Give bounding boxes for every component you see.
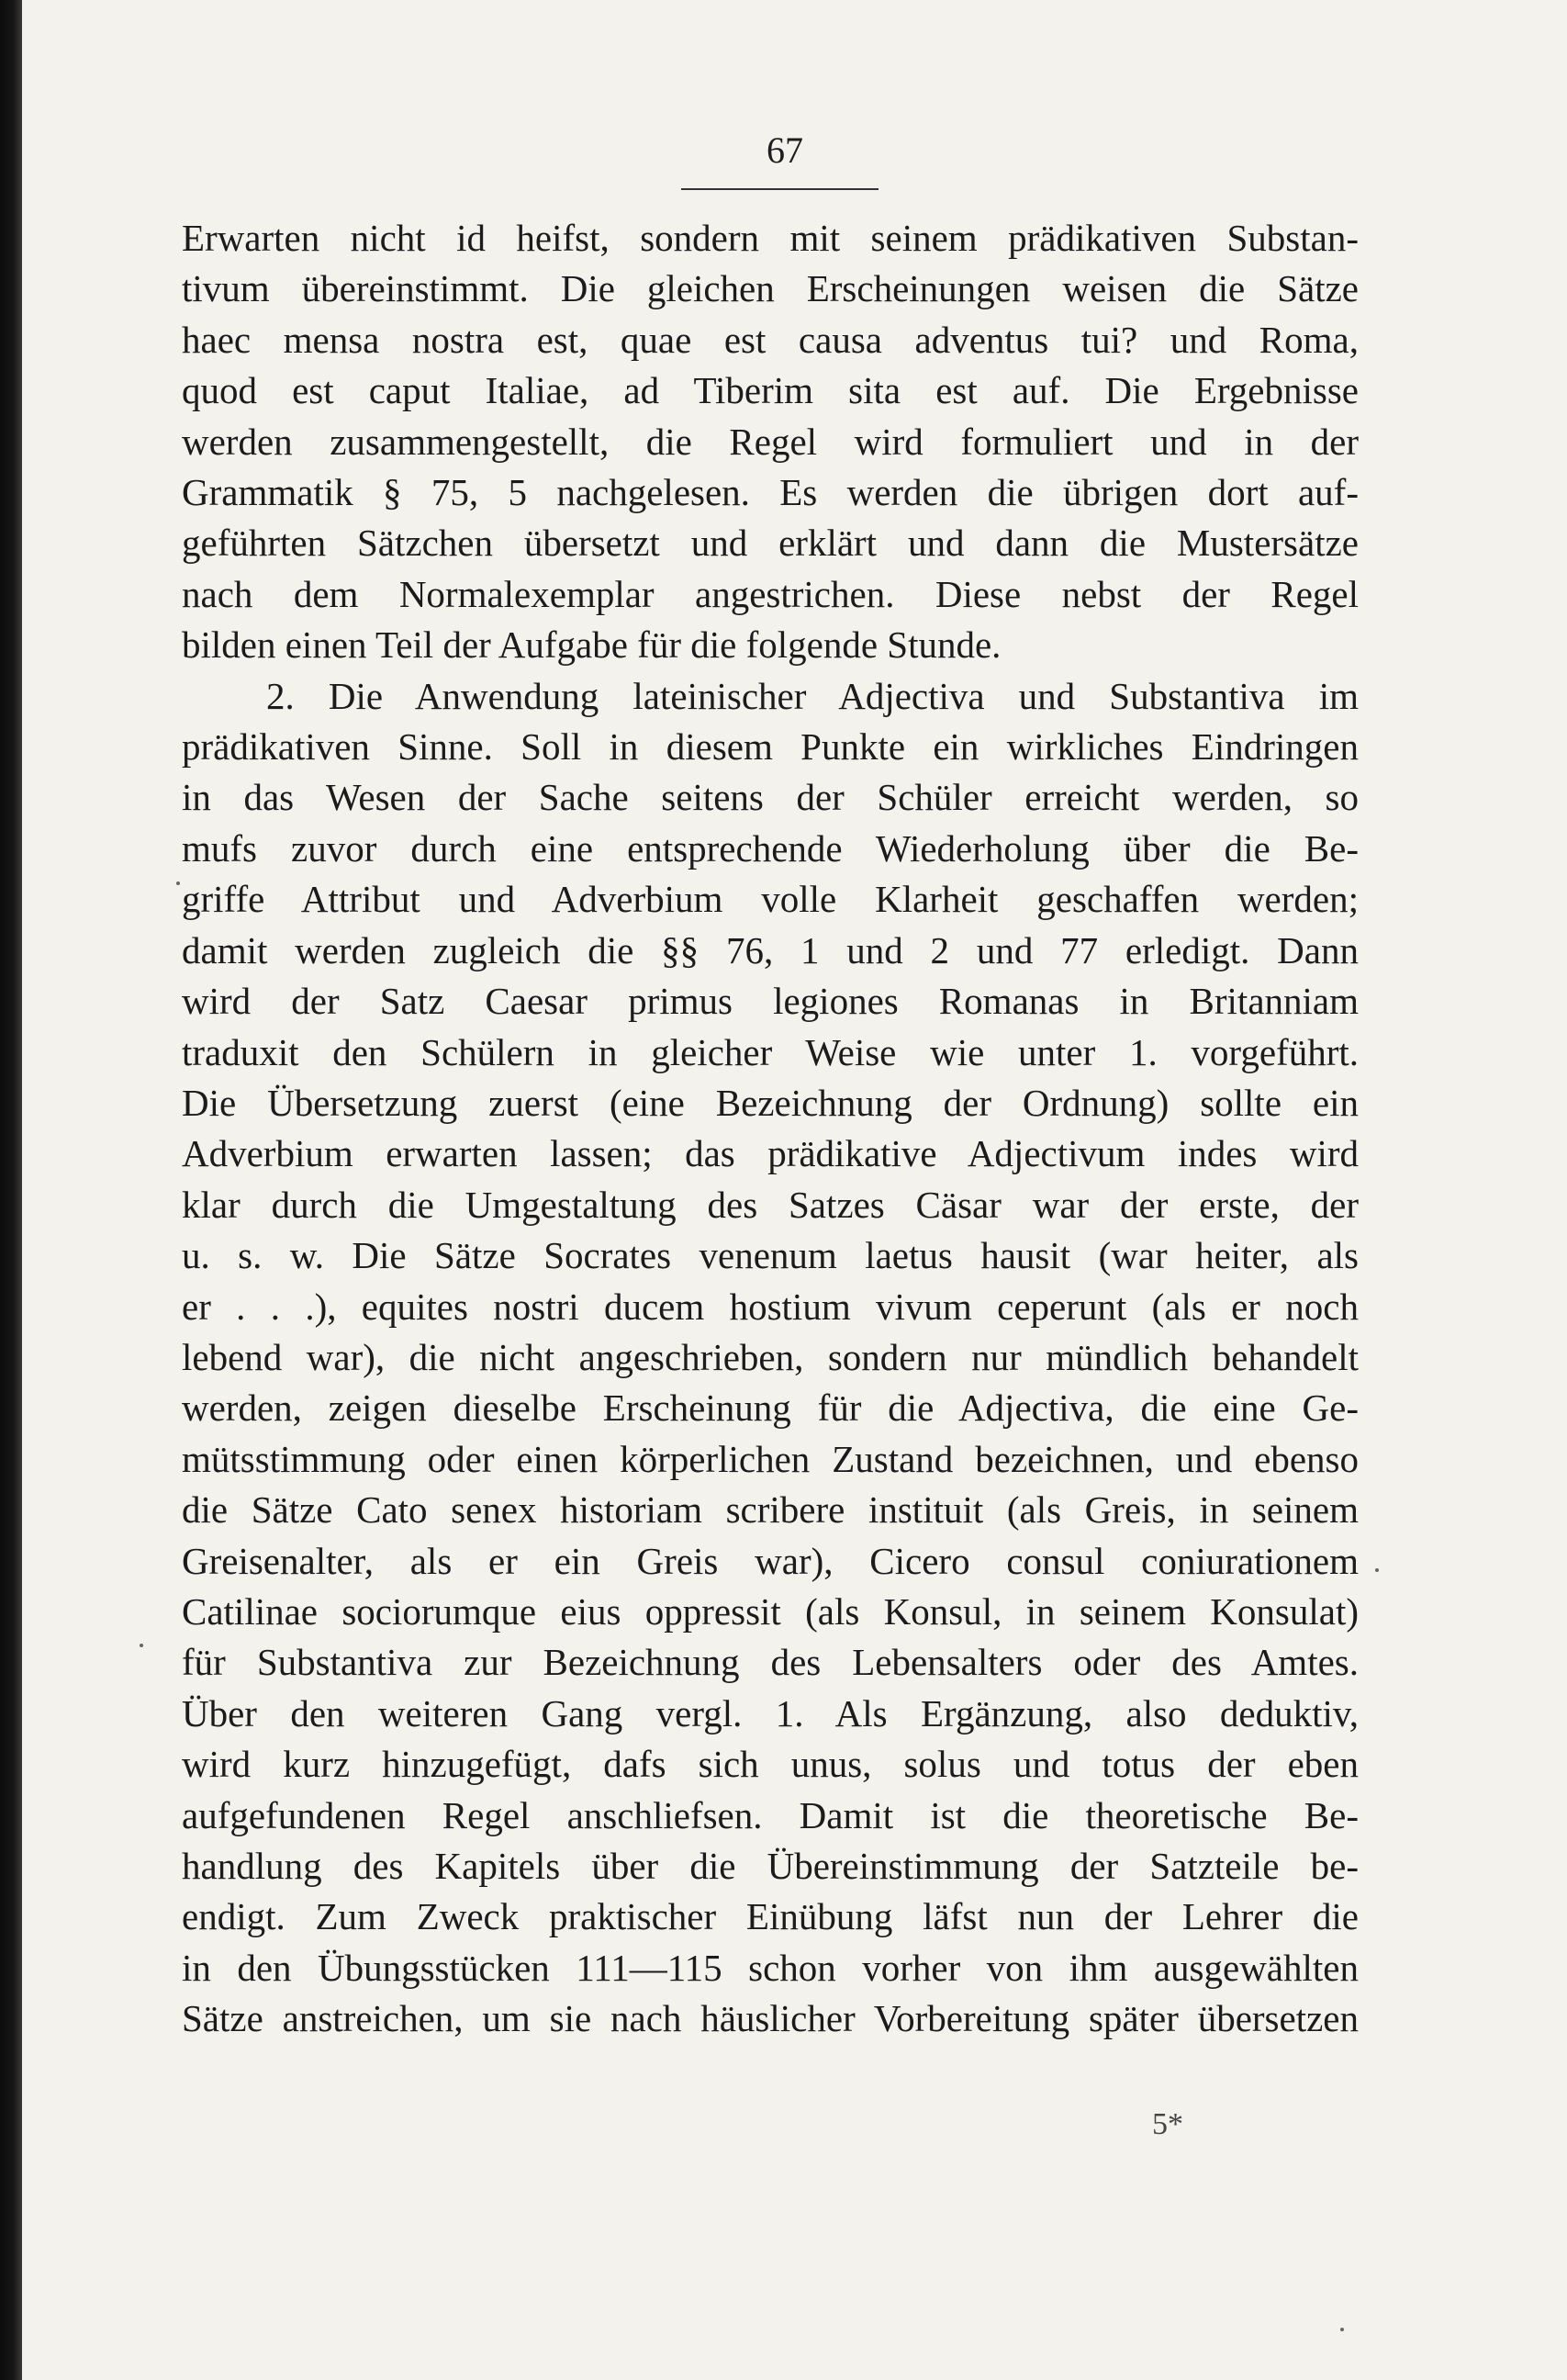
- text-line: lebend war), die nicht angeschrieben, sondern nur mündlich behandelt: [182, 1335, 1359, 1378]
- text-line: Greisenalter, als er ein Greis war), Cicero consul coniurationem: [182, 1539, 1359, 1582]
- text-line: mufs zuvor durch eine entsprechende Wiederholung über die Be-: [182, 826, 1359, 870]
- text-line: aufgefundenen Regel anschliefsen. Damit ist die theoretische Be-: [182, 1793, 1359, 1836]
- header-rule: [681, 188, 879, 190]
- text-line: 2. Die Anwendung lateinischer Adjectiva und Substantiva im: [266, 674, 1359, 717]
- body-text: [182, 213, 1359, 2045]
- text-line: in das Wesen der Sache seitens der Schüler erreicht werden, so: [182, 776, 1359, 819]
- scan-speck: [1340, 2328, 1344, 2331]
- scan-speck: [176, 881, 180, 885]
- text-line: u. s. w. Die Sätze Socrates venenum laetus hausit (war heiter, als: [182, 1234, 1359, 1277]
- text-line: Grammatik § 75, 5 nachgelesen. Es werden die übrigen dort auf-: [182, 471, 1359, 514]
- text-line: Die Übersetzung zuerst (eine Bezeichnung der Ordnung) sollte ein: [182, 1081, 1359, 1124]
- text-line: damit werden zugleich die §§ 76, 1 und 2 und 77 erledigt. Dann: [182, 928, 1359, 971]
- text-line: quod est caput Italiae, ad Tiberim sita est auf. Die Ergebnisse: [182, 369, 1359, 412]
- text-line: traduxit den Schülern in gleicher Weise wie unter 1. vorgeführt.: [182, 1030, 1359, 1073]
- text-line: wird kurz hinzugefügt, dafs sich unus, solus und totus der eben: [182, 1743, 1359, 1786]
- text-line: Sätze anstreichen, um sie nach häuslicher Vorbereitung später übersetzen: [182, 1997, 1359, 2040]
- text-line: tivum übereinstimmt. Die gleichen Erscheinungen weisen die Sätze: [182, 267, 1359, 310]
- text-line: bilden einen Teil der Aufgabe für die folgende Stunde.: [182, 623, 1002, 667]
- text-line: griffe Attribut und Adverbium volle Klarheit geschaffen werden;: [182, 878, 1359, 921]
- text-line: Erwarten nicht id heifst, sondern mit seinem prädikativen Substan-: [182, 217, 1359, 259]
- text-line: werden zusammengestellt, die Regel wird formuliert und in der: [182, 420, 1359, 463]
- scan-speck: [1375, 1568, 1379, 1572]
- scan-speck: [140, 1644, 143, 1647]
- text-line: handlung des Kapitels über die Übereinstimmung der Satzteile be-: [182, 1845, 1359, 1887]
- text-line: Catilinae sociorumque eius oppressit (als Konsul, in seinem Konsulat): [182, 1589, 1359, 1633]
- text-line: haec mensa nostra est, quae est causa adventus tui? und Roma,: [182, 318, 1359, 361]
- text-line: nach dem Normalexemplar angestrichen. Diese nebst der Regel: [182, 572, 1359, 615]
- text-line: Adverbium erwarten lassen; das prädikative Adjectivum indes wird: [182, 1132, 1359, 1175]
- text-line: Über den weiteren Gang vergl. 1. Als Ergänzung, also deduktiv,: [182, 1691, 1359, 1734]
- signature-mark: 5*: [1152, 2107, 1183, 2141]
- text-line: mütsstimmung oder einen körperlichen Zustand bezeichnen, und ebenso: [182, 1437, 1359, 1480]
- text-line: endigt. Zum Zweck praktischer Einübung läfst nun der Lehrer die: [182, 1895, 1359, 1938]
- text-line: klar durch die Umgestaltung des Satzes Cäsar war der erste, der: [182, 1183, 1359, 1226]
- text-line: die Sätze Cato senex historiam scribere instituit (als Greis, in seinem: [182, 1488, 1359, 1532]
- text-line: wird der Satz Caesar primus legiones Romanas in Britanniam: [182, 980, 1359, 1023]
- text-line: in den Übungsstücken 111—115 schon vorher von ihm ausgewählten: [182, 1946, 1359, 1989]
- text-line: geführten Sätzchen übersetzt und erklärt und dann die Mustersätze: [182, 522, 1359, 565]
- text-line: prädikativen Sinne. Soll in diesem Punkte ein wirkliches Eindringen: [182, 725, 1359, 769]
- text-line: für Substantiva zur Bezeichnung des Lebensalters oder des Amtes.: [182, 1641, 1359, 1684]
- scan-binding-edge: [0, 0, 22, 2380]
- text-line: er . . .), equites nostri ducem hostium vivum ceperunt (als er noch: [182, 1285, 1359, 1328]
- text-line: werden, zeigen dieselbe Erscheinung für die Adjectiva, die eine Ge-: [182, 1386, 1359, 1430]
- page-number: 67: [767, 129, 803, 171]
